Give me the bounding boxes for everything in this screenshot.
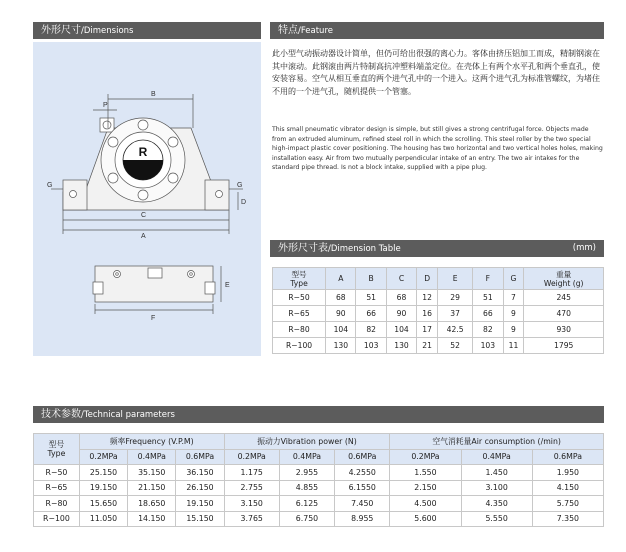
table-cell: 6.125 (279, 496, 334, 512)
technical-header (33, 406, 604, 423)
feature-text-en: This small pneumatic vibrator design is simple, but still gives a strong centrifugal force. Objects made from an extruded aluminum, refined steel roll in which the scrolling. This steel roller by the two special high-impact plastic cover positioning. The housing has two horizontal and two vertical holes holes, making installation easy. Air from two mutually perpendicular intake of an entry. The two air intakes for the standard pipe thread. Is not a block intake, supplied with a pipe plug. (272, 126, 603, 172)
dimension-table-header (270, 240, 604, 257)
type-header-cn: 型号 (291, 269, 307, 279)
table-cell: 15.150 (176, 511, 224, 527)
pressure-header: 0.6MPa (532, 449, 603, 465)
table-cell: 12 (417, 290, 438, 306)
table-cell: R−80 (34, 496, 80, 512)
bolt-hole (108, 173, 118, 183)
table-cell: 25.150 (79, 465, 127, 481)
dim-label-g-left: G (47, 182, 53, 189)
dimensions-header-cn: 外形尺寸 (41, 25, 81, 36)
table-cell: 42.5 (438, 322, 473, 338)
table-cell: 21.150 (128, 480, 176, 496)
vibration-power-en: Vibration power (N) (280, 436, 357, 446)
table-cell: 4.150 (532, 480, 603, 496)
table-cell: 37 (438, 306, 473, 322)
table-cell: R−65 (34, 480, 80, 496)
table-row (273, 322, 604, 338)
table-cell: 4.2550 (335, 465, 390, 481)
table-cell: 1.450 (461, 465, 532, 481)
dim-label-b: B (151, 91, 156, 98)
table-cell: 21 (417, 338, 438, 354)
table-cell: 245 (524, 290, 604, 306)
table-cell: 82 (356, 322, 386, 338)
right-mount-hole (216, 191, 223, 198)
table-cell: 1.550 (390, 465, 461, 481)
frequency-en: Frequency (V.P.M) (125, 436, 194, 446)
table-cell: R−50 (34, 465, 80, 481)
bolt-hole (168, 173, 178, 183)
column-header: D (417, 268, 438, 290)
pressure-header: 0.6MPa (176, 449, 224, 465)
pressure-header: 0.4MPa (128, 449, 176, 465)
tech-pressure-header-row (34, 449, 604, 465)
table-cell: 26.150 (176, 480, 224, 496)
dimension-table (272, 267, 604, 354)
column-header: G (503, 268, 524, 290)
pressure-header: 0.6MPa (335, 449, 390, 465)
vibration-power-cn: 振动力 (257, 436, 281, 446)
dimension-drawing (33, 42, 261, 356)
table-cell: 11.050 (79, 511, 127, 527)
table-row (273, 290, 604, 306)
table-cell: 19.150 (79, 480, 127, 496)
dimension-table-header-cn: 外形尺寸表 (278, 243, 328, 254)
column-header: E (438, 268, 473, 290)
weight-column-header (524, 268, 604, 290)
pressure-header: 0.4MPa (461, 449, 532, 465)
table-cell: 104 (386, 322, 416, 338)
table-cell: 17 (417, 322, 438, 338)
table-cell: 4.500 (390, 496, 461, 512)
column-header: A (326, 268, 356, 290)
table-cell: 1.950 (532, 465, 603, 481)
technical-header-en: /Technical parameters (81, 410, 175, 420)
table-cell: 2.150 (390, 480, 461, 496)
table-row (273, 306, 604, 322)
dimension-table-header-row (273, 268, 604, 290)
table-cell: 29 (438, 290, 473, 306)
dim-label-c: C (141, 212, 147, 219)
dim-label-f: F (151, 315, 156, 322)
table-cell: 6.750 (279, 511, 334, 527)
table-cell: 16 (417, 306, 438, 322)
column-header: C (386, 268, 416, 290)
type-header-en: Type (290, 278, 308, 288)
dim-label-p: P (103, 102, 108, 109)
feature-text-cn: 此小型气动振动器设计简单，但仍可给出很强的离心力。客体由挤压铝加工而成，精制钢滚在其中滚动。此钢滚由两片特制高抗冲塑料端盖定位。在壳体上有两个水平孔和两个垂直孔，使安装容易。空气从相互垂直的两个进气孔中的一个进入。这两个进气孔为标准管螺纹，为堵住不用的一个进气孔，随机提供一个管塞。 (272, 49, 600, 96)
pressure-header: 0.2MPa (224, 449, 279, 465)
pressure-header: 0.2MPa (79, 449, 127, 465)
table-cell: 11 (503, 338, 524, 354)
table-cell: 470 (524, 306, 604, 322)
table-cell: 3.150 (224, 496, 279, 512)
roller-label: R (138, 145, 148, 159)
table-cell: 1795 (524, 338, 604, 354)
table-cell: 130 (326, 338, 356, 354)
table-cell: 4.855 (279, 480, 334, 496)
table-row (34, 480, 604, 496)
table-cell: 930 (524, 322, 604, 338)
table-cell: 5.600 (390, 511, 461, 527)
technical-header-cn: 技术参数 (41, 409, 81, 420)
table-cell: 36.150 (176, 465, 224, 481)
table-row (273, 338, 604, 354)
column-header: F (473, 268, 503, 290)
dimensions-header-en: /Dimensions (81, 26, 134, 36)
table-row (34, 511, 604, 527)
table-cell: 52 (438, 338, 473, 354)
table-cell: 1.175 (224, 465, 279, 481)
table-cell: 9 (503, 322, 524, 338)
feature-header-en: /Feature (298, 26, 333, 36)
table-cell: 51 (356, 290, 386, 306)
technical-parameters-table (33, 433, 604, 527)
table-cell: 68 (326, 290, 356, 306)
left-mount-hole (70, 191, 77, 198)
table-cell: 2.755 (224, 480, 279, 496)
table-cell: 18.650 (128, 496, 176, 512)
table-cell: 82 (473, 322, 503, 338)
pressure-header: 0.4MPa (279, 449, 334, 465)
frequency-group-header (79, 434, 224, 450)
feature-header (270, 22, 604, 39)
bolt-hole (108, 137, 118, 147)
tech-group-header-row (34, 434, 604, 450)
dimension-table-unit: (mm) (572, 243, 596, 253)
table-cell: R−80 (273, 322, 326, 338)
pressure-header: 0.2MPa (390, 449, 461, 465)
table-cell: R−50 (273, 290, 326, 306)
vibration-power-group-header (224, 434, 390, 450)
table-cell: 3.100 (461, 480, 532, 496)
table-cell: 2.955 (279, 465, 334, 481)
table-cell: R−65 (273, 306, 326, 322)
table-cell: R−100 (273, 338, 326, 354)
table-cell: 5.750 (532, 496, 603, 512)
air-inlet-port (100, 118, 114, 132)
table-cell: 15.650 (79, 496, 127, 512)
table-cell: 6.1550 (335, 480, 390, 496)
bolt-hole (138, 190, 148, 200)
table-cell: 130 (386, 338, 416, 354)
table-cell: 4.350 (461, 496, 532, 512)
dim-label-e: E (225, 282, 230, 289)
table-cell: 35.150 (128, 465, 176, 481)
table-cell: 7.350 (532, 511, 603, 527)
weight-header-cn: 重量 (556, 269, 572, 279)
tech-type-en: Type (47, 449, 66, 458)
table-cell: 103 (356, 338, 386, 354)
table-cell: R−100 (34, 511, 80, 527)
table-cell: 5.550 (461, 511, 532, 527)
type-column-header (273, 268, 326, 290)
table-cell: 14.150 (128, 511, 176, 527)
table-cell: 51 (473, 290, 503, 306)
table-cell: 9 (503, 306, 524, 322)
table-cell: 3.765 (224, 511, 279, 527)
frequency-cn: 频率 (109, 436, 126, 446)
table-cell: 103 (473, 338, 503, 354)
dimension-drawing-panel (33, 42, 261, 356)
table-cell: 66 (473, 306, 503, 322)
table-cell: 7.450 (335, 496, 390, 512)
table-cell: 19.150 (176, 496, 224, 512)
table-cell: 104 (326, 322, 356, 338)
dim-label-a: A (141, 233, 146, 240)
table-cell: 90 (326, 306, 356, 322)
air-consumption-group-header (390, 434, 604, 450)
bolt-hole (168, 137, 178, 147)
tech-type-header (34, 434, 80, 465)
table-cell: 66 (356, 306, 386, 322)
table-cell: 8.955 (335, 511, 390, 527)
bolt-hole (138, 120, 148, 130)
table-row (34, 496, 604, 512)
table-cell: 90 (386, 306, 416, 322)
column-header: B (356, 268, 386, 290)
table-cell: 7 (503, 290, 524, 306)
table-cell: 68 (386, 290, 416, 306)
feature-header-cn: 特点 (278, 25, 298, 36)
weight-header-en: Weight (g) (543, 278, 584, 288)
dim-label-g-right: G (237, 182, 243, 189)
table-row (34, 465, 604, 481)
air-consumption-en: Air consumption (/min) (471, 436, 561, 446)
dim-label-d: D (241, 199, 247, 206)
tech-type-cn: 型号 (48, 440, 65, 449)
dimensions-header (33, 22, 261, 39)
air-consumption-cn: 空气消耗量 (432, 436, 472, 446)
dimension-table-header-en: /Dimension Table (328, 244, 401, 254)
